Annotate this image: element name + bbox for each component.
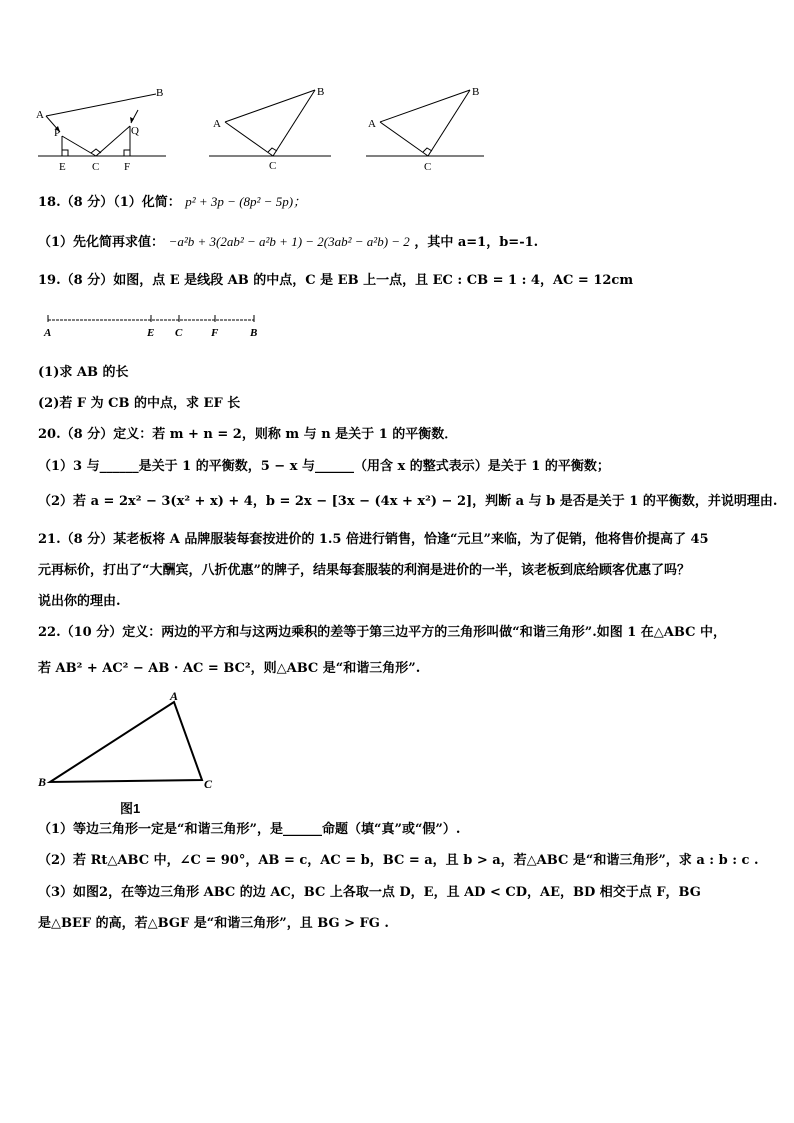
triangle-figure-1 — [36, 690, 226, 790]
seg-label-a: A — [44, 327, 52, 339]
q20-part2: （2）若 a = 2x² − 3(x² + x) + 4，b = 2x − [3x − (4x + x²) − 2]，判断 a 与 b 是否是关于 1 的平衡数，并说明理由. — [38, 494, 778, 509]
figure-1-caption: 图1 — [120, 801, 141, 816]
tri-label-a: A — [170, 690, 179, 703]
q18-sub-head: （1）先化简再求值： — [38, 235, 165, 250]
fig2-label-c: C — [269, 160, 277, 172]
fig1-label-b: B — [156, 87, 164, 99]
q22-part4: 是△BEF 的高，若△BGF 是“和谐三角形”，且 BG > FG . — [38, 916, 389, 931]
fig1-label-a: A — [36, 109, 44, 121]
q18-sub-expr: −a²b + 3(2ab² − a²b + 1) − 2(3ab² − a²b) − 2 — [168, 234, 410, 249]
figure-1 — [34, 86, 174, 176]
fig1-label-p: P — [54, 127, 61, 139]
q18-sub-tail: ，其中 a=1，b=-1. — [414, 235, 539, 250]
seg-label-f: F — [211, 327, 219, 339]
q22-part1: （1）等边三角形一定是“和谐三角形”，是______命题（填“真”或“假”）. — [38, 822, 461, 837]
figure-3 — [362, 84, 492, 174]
fig2-label-b: B — [317, 86, 325, 98]
q21-line2: 元再标价，打出了“大酬宾，八折优惠”的牌子，结果每套服装的利润是进价的一半，该老板到底给顾客优惠了吗？ — [38, 563, 690, 578]
segment-figure — [40, 312, 270, 340]
q22-part3: （3）如图2，在等边三角形 ABC 的边 AC，BC 上各取一点 D，E，且 AD < CD，AE，BD 相交于点 F，BG — [38, 885, 701, 900]
q22-line2: 若 AB² + AC² − AB · AC = BC²，则△ABC 是“和谐三角形”. — [38, 661, 421, 676]
seg-label-e: E — [147, 327, 155, 339]
q21-line3: 说出你的理由. — [38, 594, 121, 609]
q22-part2: （2）若 Rt△ABC 中，∠C = 90°，AB = c，AC = b，BC = a，且 b > a，若△ABC 是“和谐三角形”，求 a : b : c . — [38, 853, 759, 868]
q19-text: 19.（8 分）如图，点 E 是线段 AB 的中点，C 是 EB 上一点，且 EC : CB = 1 : 4，AC = 12cm — [38, 273, 634, 288]
fig3-label-a: A — [368, 118, 376, 130]
q18-line2 — [38, 233, 538, 252]
seg-label-b: B — [250, 327, 258, 339]
q18-head: 18.（8 分）（1）化简： — [38, 195, 181, 210]
q18-line1 — [38, 193, 306, 212]
q20-part1: （1）3 与______是关于 1 的平衡数，5 − x 与______（用含 x 的整式表示）是关于 1 的平衡数； — [38, 459, 610, 474]
fig1-label-q: Q — [131, 125, 139, 137]
q22-line1: 22.（10 分）定义：两边的平方和与这两边乘积的差等于第三边平方的三角形叫做“和谐三角形”.如图 1 在△ABC 中， — [38, 625, 726, 640]
tri-label-c: C — [204, 777, 213, 790]
q20-text: 20.（8 分）定义：若 m + n = 2，则称 m 与 n 是关于 1 的平衡数． — [38, 427, 458, 442]
q19-part2: (2)若 F 为 CB 的中点，求 EF 长 — [38, 396, 241, 411]
q19-part1: (1)求 AB 的长 — [38, 365, 129, 380]
q21-line1: 21.（8 分）某老板将 A 品牌服装每套按进价的 1.5 倍进行销售，恰逢“元旦”来临，为了促销，他将售价提高了 45 — [38, 532, 709, 547]
q18-expr: p² + 3p − (8p² − 5p)； — [185, 194, 307, 209]
fig3-label-c: C — [424, 161, 432, 173]
tri-label-b: B — [38, 775, 47, 789]
fig1-label-e: E — [59, 161, 66, 173]
fig1-label-f: F — [124, 161, 131, 173]
figure-2 — [205, 84, 335, 174]
fig2-label-a: A — [213, 118, 221, 130]
fig1-label-c: C — [92, 161, 100, 173]
seg-label-c: C — [175, 327, 183, 339]
fig3-label-b: B — [472, 86, 480, 98]
